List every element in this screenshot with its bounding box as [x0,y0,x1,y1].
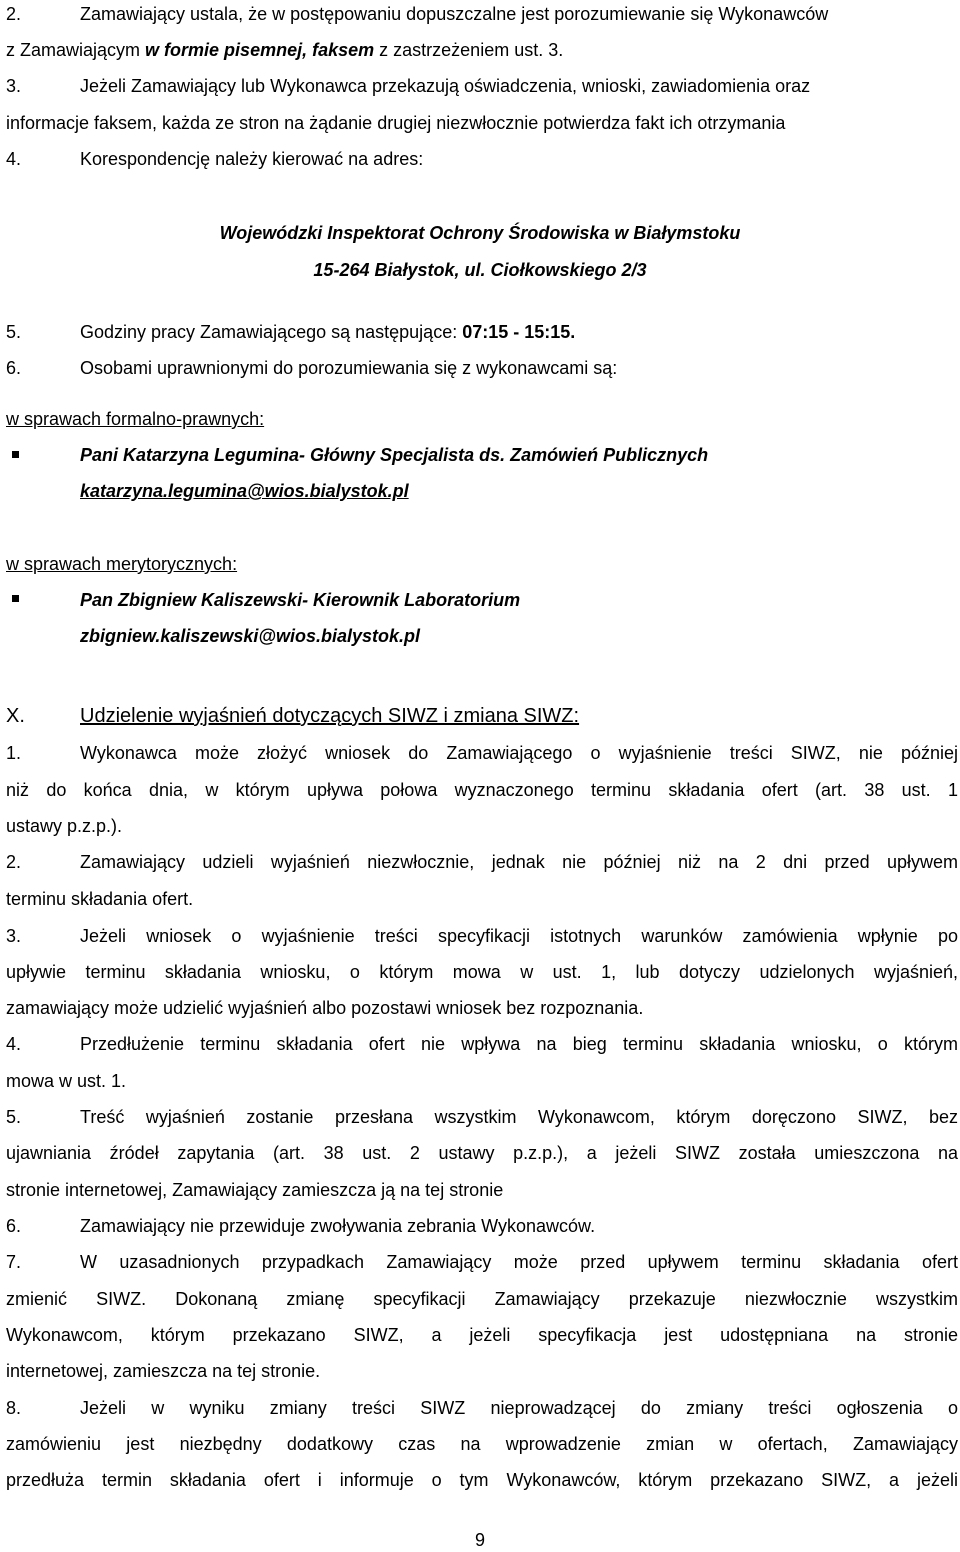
formal-contact-email[interactable] [80,479,958,503]
point-number: 8. [6,1398,22,1418]
point-2-line-2: terminu składania ofert. [6,889,194,909]
point-3-line-2: upływie terminu składania wniosku, o którym mowa w ust. 1, lub dotyczy udzielonych wyjaśnień, [6,962,958,982]
point-text: Jeżeli w wyniku zmiany treści SIWZ nieprowadzącej do zmiany treści ogłoszenia o [80,1398,958,1418]
item-number: 6. [6,358,22,378]
point-4-line-1 [6,1032,958,1056]
point-8-line-2: zamówieniu jest niezbędny dodatkowy czas na wprowadzenie zmian w ofertach, Zamawiający [6,1434,958,1454]
formal-contact-heading: w sprawach formalno-prawnych: [6,409,265,429]
point-number: 6. [6,1216,22,1236]
point-text: W uzasadnionych przypadkach Zamawiający może przed upływem terminu składania ofert [80,1252,958,1272]
point-8-line-1 [6,1396,958,1420]
item-4 [6,147,958,171]
section-title: Udzielenie wyjaśnień dotyczących SIWZ i zmiana SIWZ: [80,705,580,727]
emphasis-text: w formie pisemnej, faksem [145,40,375,60]
point-7-line-2: zmienić SIWZ. Dokonaną zmianę specyfikacji Zamawiający przekazuje niezwłocznie wszystkim [6,1289,958,1309]
point-number: 7. [6,1252,22,1272]
point-5-line-2: ujawniania źródeł zapytania (art. 38 ust. 2 ustawy p.z.p.), a jeżeli SIWZ została umieszczona na [6,1143,958,1163]
formal-contact-person: Pani Katarzyna Legumina- Główny Specjalista ds. Zamówień Publicznych [80,445,709,465]
point-8-line-3: przedłuża termin składania ofert i informuje o tym Wykonawców, którym przekazano SIWZ, a jeżeli [6,1470,958,1490]
point-2-line-1 [6,850,958,874]
item-text: Jeżeli Zamawiający lub Wykonawca przekazują oświadczenia, wnioski, zawiadomienia oraz [80,76,811,96]
item-text: Korespondencję należy kierować na adres: [80,149,424,169]
point-text: Zamawiający nie przewiduje zwoływania zebrania Wykonawców. [80,1216,596,1236]
point-3-line-1 [6,924,958,948]
item-3-line-1 [6,74,958,98]
address-line-2: 15-264 Białystok, ul. Ciołkowskiego 2/3 [313,260,647,280]
item-5 [6,320,958,344]
bullet-square-icon [12,451,19,458]
section-heading [6,704,958,728]
point-text: Jeżeli wniosek o wyjaśnienie treści specyfikacji istotnych warunków zamówienia wpłynie po [80,926,958,946]
merit-contact-person: Pan Zbigniew Kaliszewski- Kierownik Laboratorium [80,590,521,610]
point-3-line-3: zamawiający może udzielić wyjaśnień albo pozostawi wniosek bez rozpoznania. [6,998,644,1018]
point-number: 2. [6,852,22,872]
point-number: 1. [6,743,22,763]
point-text: Wykonawca może złożyć wniosek do Zamawiającego o wyjaśnienie treści SIWZ, nie później [80,743,958,763]
point-1-line-1 [6,741,958,765]
point-text: Przedłużenie terminu składania ofert nie wpływa na bieg terminu składania wniosku, o którym [80,1034,958,1054]
point-number: 3. [6,926,22,946]
item-text: Godziny pracy Zamawiającego są następujące: [80,322,458,342]
point-7-line-4: internetowej, zamieszcza na tej stronie. [6,1361,321,1381]
point-number: 4. [6,1034,22,1054]
point-text: Zamawiający udzieli wyjaśnień niezwłocznie, jednak nie później niż na 2 dni przed upływem [80,852,958,872]
item-2-line-1 [6,2,958,26]
merit-contact-heading: w sprawach merytorycznych: [6,554,238,574]
address-line-1: Wojewódzki Inspektorat Ochrony Środowiska w Białymstoku [219,223,741,243]
text-run: z Zamawiającym [6,40,141,60]
item-number: 4. [6,149,22,169]
item-2-line-2 [6,38,958,62]
item-number: 2. [6,4,22,24]
point-4-line-2: mowa w ust. 1. [6,1071,127,1091]
text-run: z zastrzeżeniem ust. 3. [379,40,564,60]
working-hours: 07:15 - 15:15. [462,322,576,342]
item-text: Osobami uprawnionymi do porozumiewania się z wykonawcami są: [80,358,618,378]
page-number: 9 [474,1530,485,1550]
point-6-line-1 [6,1214,958,1238]
item-6 [6,356,958,380]
point-5-line-3: stronie internetowej, Zamawiający zamieszcza ją na tej stronie [6,1180,504,1200]
point-7-line-1 [6,1250,958,1274]
point-7-line-3: Wykonawcom, którym przekazano SIWZ, a jeżeli specyfikacja jest udostępniana na stronie [6,1325,958,1345]
point-1-line-3: ustawy p.z.p.). [6,816,123,836]
email-link[interactable]: katarzyna.legumina@wios.bialystok.pl [80,481,409,501]
point-5-line-1 [6,1105,958,1129]
merit-contact-email: zbigniew.kaliszewski@wios.bialystok.pl [80,626,420,646]
bullet-square-icon [12,595,19,602]
point-text: Treść wyjaśnień zostanie przesłana wszystkim Wykonawcom, którym doręczono SIWZ, bez [80,1107,958,1127]
item-number: 5. [6,322,22,342]
section-number: X. [6,705,25,727]
item-text: Zamawiający ustala, że w postępowaniu dopuszczalne jest porozumiewanie się Wykonawców [80,4,829,24]
item-number: 3. [6,76,22,96]
point-number: 5. [6,1107,22,1127]
point-1-line-2: niż do końca dnia, w którym upływa połowa wyznaczonego terminu składania ofert (art. 38 ust. 1 [6,780,958,800]
item-3-line-2 [6,111,958,135]
item-text: informacje faksem, każda ze stron na żądanie drugiej niezwłocznie potwierdza fakt ich otrzymania [6,113,786,133]
